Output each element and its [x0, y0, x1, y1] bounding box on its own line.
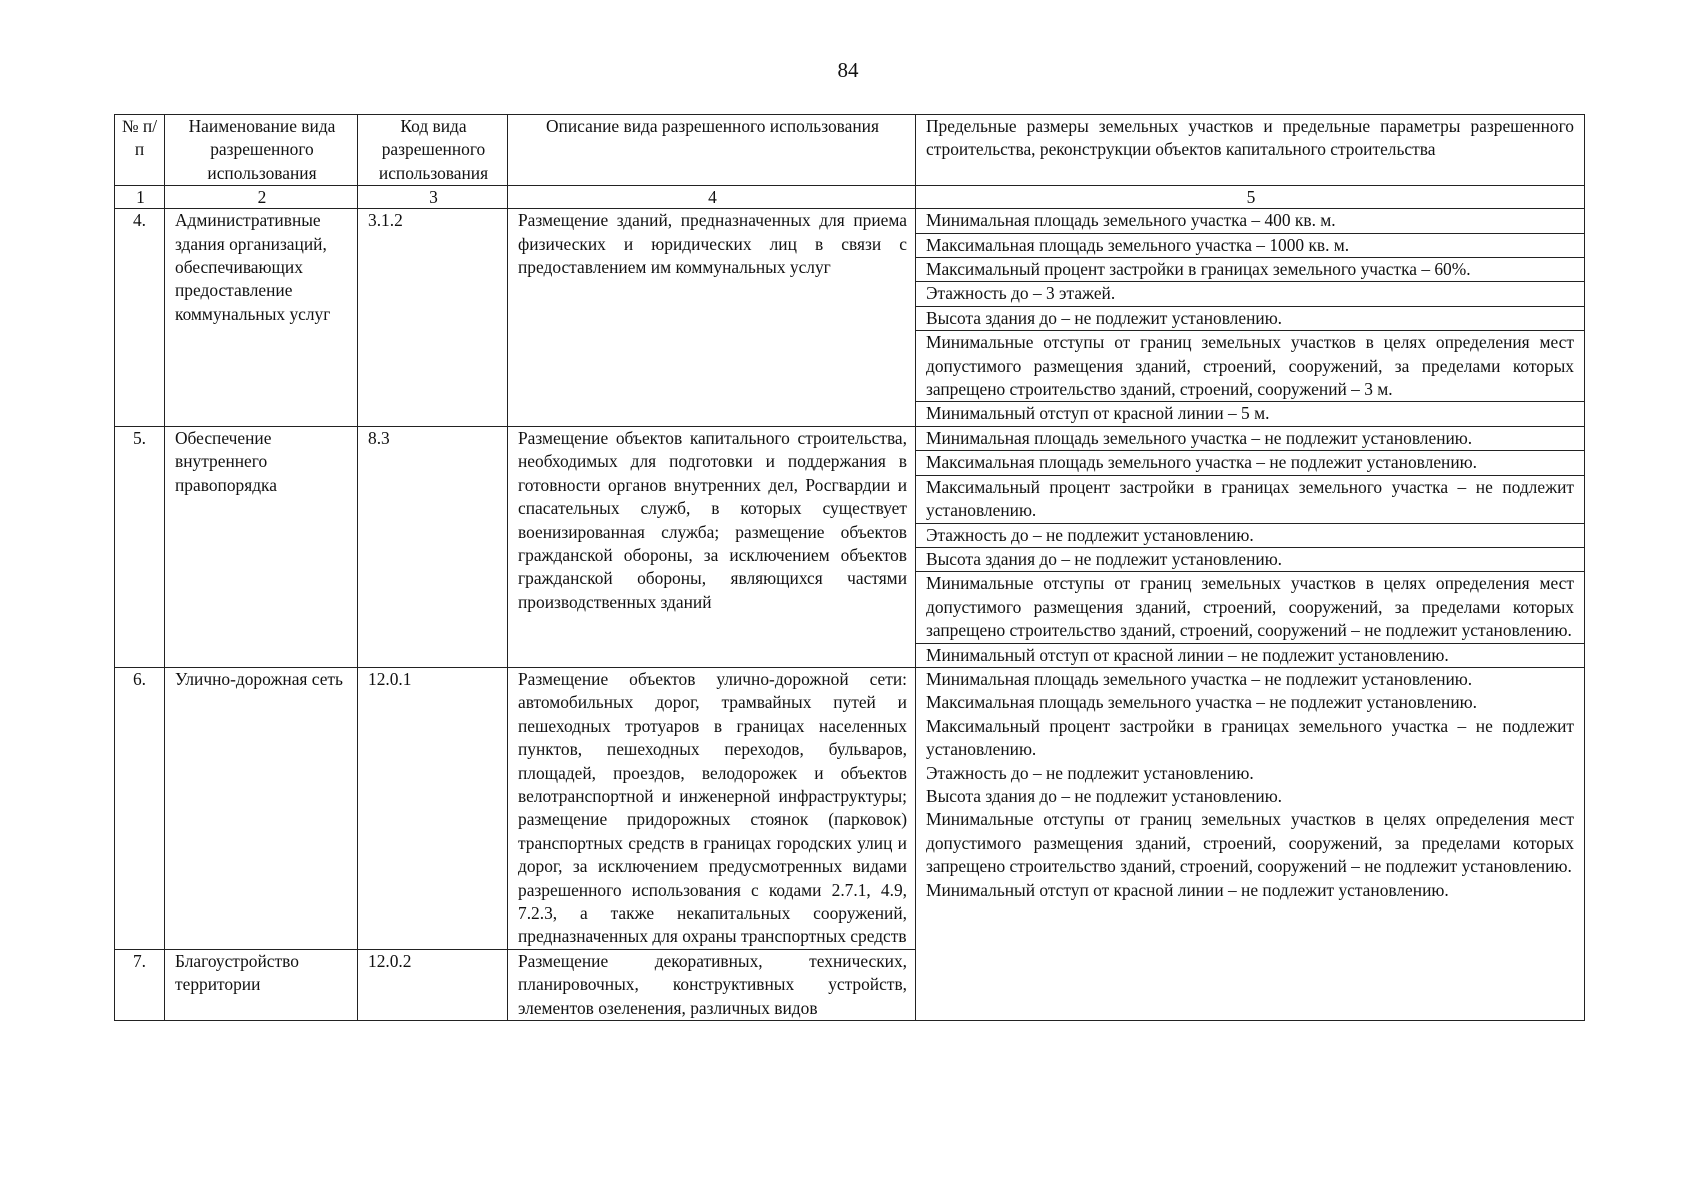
header-name: Наименование вида разрешенного использования [165, 115, 358, 186]
use-params [916, 209, 1585, 427]
use-params [916, 667, 1585, 1020]
column-index: 2 [165, 186, 358, 209]
row-number: 6. [115, 667, 165, 949]
param-line: Минимальные отступы от границ земельных участков в целях определения мест допустимого размещения зданий, строений, сооружений, за пределами которых запрещено строительство зданий, строений, сооружений – не подлежит установлению. [926, 809, 1574, 877]
use-description: Размещение декоративных, технических, планировочных, конструктивных устройств, элементов озеленения, различных видов [508, 949, 916, 1020]
row-number: 4. [115, 209, 165, 427]
table-row [115, 426, 1585, 667]
header-params: Предельные размеры земельных участков и предельные параметры разрешенного строительства, реконструкции объектов капитального строительства [916, 115, 1585, 186]
use-description: Размещение зданий, предназначенных для приема физических и юридических лиц в связи с предоставлением им коммунальных услуг [508, 209, 916, 427]
column-index: 5 [916, 186, 1585, 209]
param-line: Минимальный отступ от красной линии – не подлежит установлению. [926, 879, 1449, 900]
table-row [115, 667, 1585, 949]
param-line: Минимальные отступы от границ земельных участков в целях определения мест допустимого размещения зданий, строений, сооружений, за пределами которых запрещено строительство зданий, строений, сооружений – не подлежит установлению. [916, 572, 1584, 643]
use-code: 12.0.2 [358, 949, 508, 1020]
param-line: Минимальные отступы от границ земельных участков в целях определения мест допустимого размещения зданий, строений, сооружений, за пределами которых запрещено строительство зданий, строений, сооружений – 3 м. [916, 331, 1584, 402]
header-row [115, 115, 1585, 186]
permitted-use-table [114, 114, 1585, 1021]
row-number: 7. [115, 949, 165, 1020]
use-description: Размещение объектов капитального строительства, необходимых для подготовки и поддержания в готовности органов внутренних дел, Росгвардии и спасательных служб, в которых существует военизированная служба; размещение объектов гражданской обороны, за исключением объектов гражданской обороны, являющихся частями производственных зданий [508, 426, 916, 667]
column-index-row [115, 186, 1585, 209]
param-line: Минимальный отступ от красной линии – 5 м. [926, 403, 1270, 424]
use-code: 3.1.2 [358, 209, 508, 427]
table-row [115, 209, 1585, 427]
use-description: Размещение объектов улично-дорожной сети: автомобильных дорог, трамвайных путей и пешеходных тротуаров в границах населенных пунктов, пешеходных переходов, бульваров, площадей, проездов, велодорожек и объектов велотранспортной и инженерной инфраструктуры; размещение придорожных стоянок (парковок) транспортных средств в границах городских улиц и дорог, за исключением предусмотренных видами разрешенного использования с кодами 2.7.1, 4.9, 7.2.3, а также некапитальных сооружений, предназначенных для охраны транспортных средств [508, 667, 916, 949]
param-line: Минимальная площадь земельного участка – не подлежит установлению. [926, 668, 1473, 689]
row-number: 5. [115, 426, 165, 667]
header-code: Код вида разрешенного использования [358, 115, 508, 186]
param-line: Максимальный процент застройки в границах земельного участка – 60%. [916, 258, 1584, 282]
param-line: Максимальная площадь земельного участка – не подлежит установлению. [926, 692, 1477, 713]
page-number: 84 [837, 58, 859, 82]
use-code: 12.0.1 [358, 667, 508, 949]
column-index: 1 [115, 186, 165, 209]
use-params [916, 426, 1585, 667]
use-name: Благоустройство территории [165, 949, 358, 1020]
param-line: Минимальная площадь земельного участка – 400 кв. м. [916, 209, 1584, 233]
param-line: Минимальная площадь земельного участка – не подлежит установлению. [916, 427, 1584, 451]
column-index: 4 [508, 186, 916, 209]
column-index: 3 [358, 186, 508, 209]
param-line: Высота здания до – не подлежит установлению. [926, 785, 1283, 806]
use-name: Улично-дорожная сеть [165, 667, 358, 949]
param-line: Этажность до – не подлежит установлению. [926, 762, 1254, 783]
param-line: Максимальный процент застройки в границах земельного участка – не подлежит установлению. [916, 476, 1584, 524]
use-name: Обеспечение внутреннего правопорядка [165, 426, 358, 667]
use-name: Административные здания организаций, обеспечивающих предоставление коммунальных услуг [165, 209, 358, 427]
param-line: Минимальный отступ от красной линии – не подлежит установлению. [926, 644, 1449, 665]
param-line: Этажность до – 3 этажей. [916, 282, 1584, 306]
param-line: Максимальная площадь земельного участка – 1000 кв. м. [916, 234, 1584, 258]
use-code: 8.3 [358, 426, 508, 667]
param-line: Высота здания до – не подлежит установлению. [916, 307, 1584, 331]
param-line: Максимальный процент застройки в границах земельного участка – не подлежит установлению. [926, 715, 1574, 760]
param-line: Максимальная площадь земельного участка – не подлежит установлению. [916, 451, 1584, 475]
header-description: Описание вида разрешенного использования [508, 115, 916, 186]
param-line: Высота здания до – не подлежит установлению. [916, 548, 1584, 572]
header-num: № п/п [115, 115, 165, 186]
param-line: Этажность до – не подлежит установлению. [916, 524, 1584, 548]
